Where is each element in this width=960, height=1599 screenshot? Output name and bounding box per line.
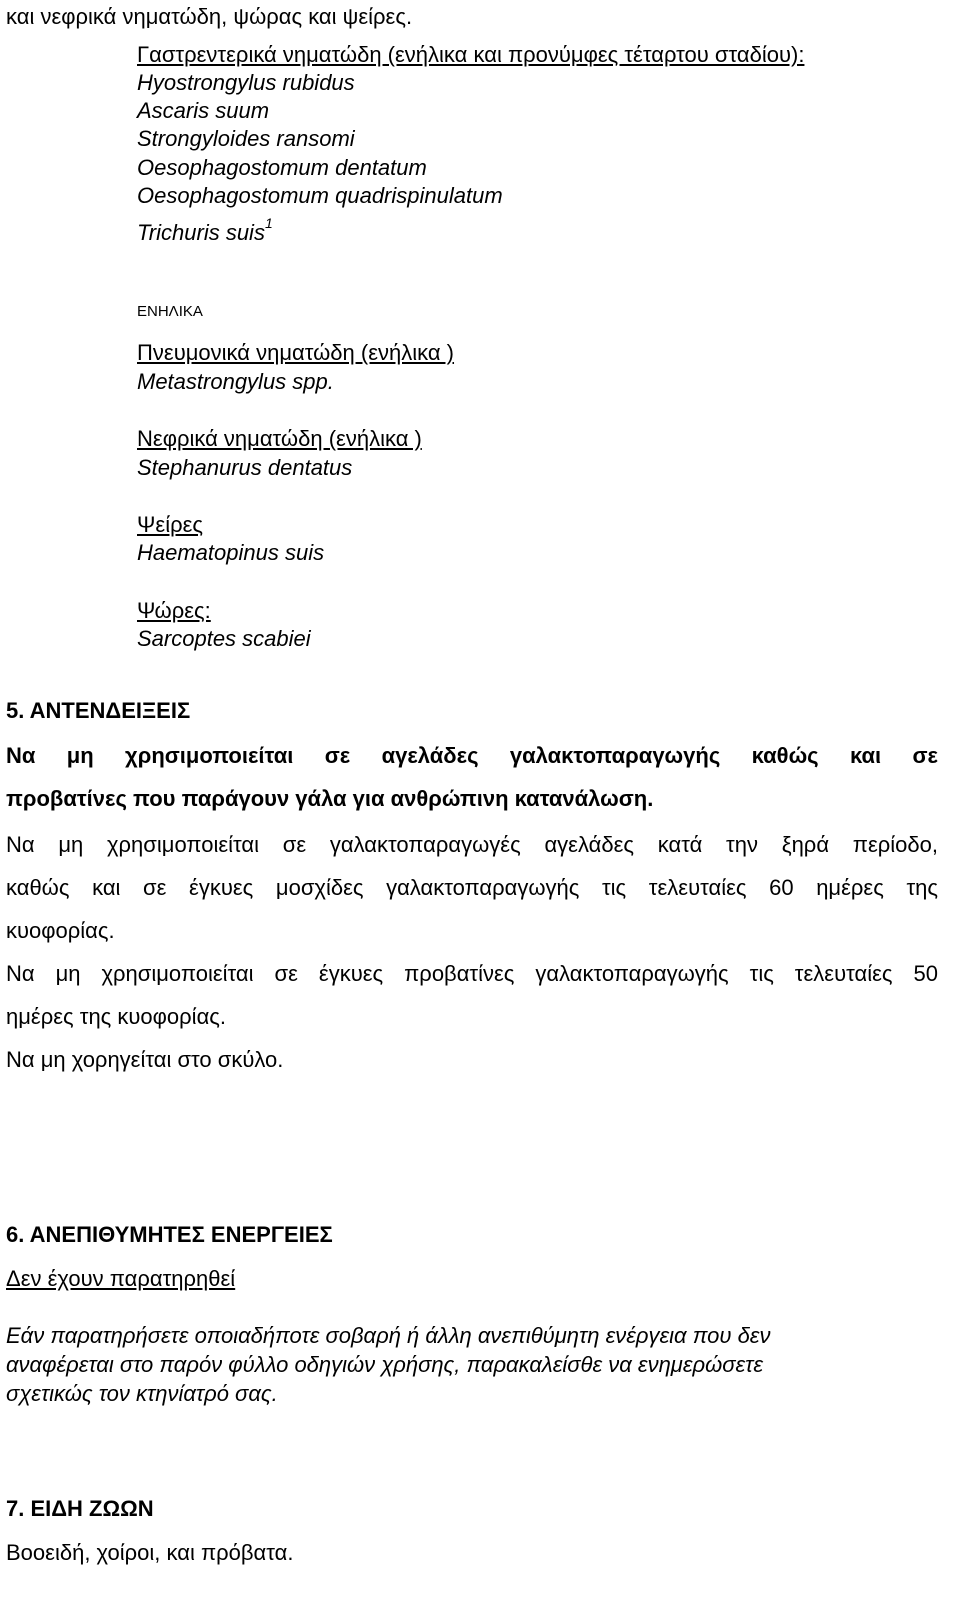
section6-note-line1: Εάν παρατηρήσετε οποιαδήποτε σοβαρή ή άλλη ανεπιθύμητη ενέργεια που δεν (6, 1323, 771, 1348)
section6-title: 6. ΑΝΕΠΙΘΥΜΗΤΕΣ ΕΝΕΡΓΕΙΕΣ (6, 1222, 333, 1247)
section5-p2-line1: Να μη χρησιμοποιείται σε έγκυες προβατίνες γαλακτοπαραγωγής τις τελευταίες 50 (6, 961, 938, 986)
lung-heading: Πνευμονικά νηματώδη (ενήλικα ) (137, 340, 455, 365)
section5-bold-line1: Να μη χρησιμοποιείται σε αγελάδες γαλακτοπαραγωγής καθώς και σε (6, 743, 938, 768)
section6-note-line3: σχετικώς τον κτηνίατρό σας. (6, 1381, 278, 1406)
section6-none-observed: Δεν έχουν παρατηρηθεί (6, 1266, 236, 1291)
species-item: Ascaris suum (137, 98, 270, 123)
adults-label: ΕΝΗΛΙΚΑ (137, 303, 203, 320)
section5-p1-line1: Να μη χρησιμοποιείται σε γαλακτοπαραγωγές αγελάδες κατά την ξηρά περίοδο, (6, 832, 938, 857)
section6-note-line2: αναφέρεται στο παρόν φύλλο οδηγιών χρήσης, παρακαλείσθε να ενημερώσετε (6, 1352, 764, 1377)
species-name: Trichuris suis (137, 220, 265, 245)
section7-species: Βοοειδή, χοίροι, και πρόβατα. (6, 1540, 294, 1565)
lice-heading: Ψείρες (137, 512, 203, 537)
species-item: Oesophagostomum quadrispinulatum (137, 183, 503, 208)
section5-p1-line3: κυοφορίας. (6, 918, 115, 943)
section5-bold-line2: προβατίνες που παράγουν γάλα για ανθρώπινη κατανάλωση. (6, 786, 654, 811)
species-item: Strongyloides ransomi (137, 126, 355, 151)
section5-p1-line2: καθώς και σε έγκυες μοσχίδες γαλακτοπαραγωγής τις τελευταίες 60 ημέρες της (6, 875, 938, 900)
mange-heading: Ψώρες: (137, 598, 211, 623)
section5-p2-line2: ημέρες της κυοφορίας. (6, 1004, 226, 1029)
section5-p3: Να μη χορηγείται στο σκύλο. (6, 1047, 284, 1072)
gastro-heading: Γαστρεντερικά νηματώδη (ενήλικα και προνύμφες τέταρτου σταδίου): (137, 42, 805, 67)
species-item: Hyostrongylus rubidus (137, 70, 355, 95)
intro-line: και νεφρικά νηματώδη, ψώρας και ψείρες. (6, 4, 413, 29)
species-item: Oesophagostomum dentatum (137, 155, 427, 180)
lice-species: Haematopinus suis (137, 540, 325, 565)
lung-species: Metastrongylus spp. (137, 369, 334, 394)
section5-title: 5. ΑΝΤΕΝΔΕΙΞΕΙΣ (6, 698, 191, 723)
section7-title: 7. ΕΙΔΗ ΖΩΩΝ (6, 1496, 154, 1521)
species-item-trichuris (137, 215, 273, 248)
mange-species: Sarcoptes scabiei (137, 626, 311, 651)
footnote-mark: 1 (264, 215, 273, 231)
kidney-heading: Νεφρικά νηματώδη (ενήλικα ) (137, 426, 422, 451)
kidney-species: Stephanurus dentatus (137, 455, 353, 480)
